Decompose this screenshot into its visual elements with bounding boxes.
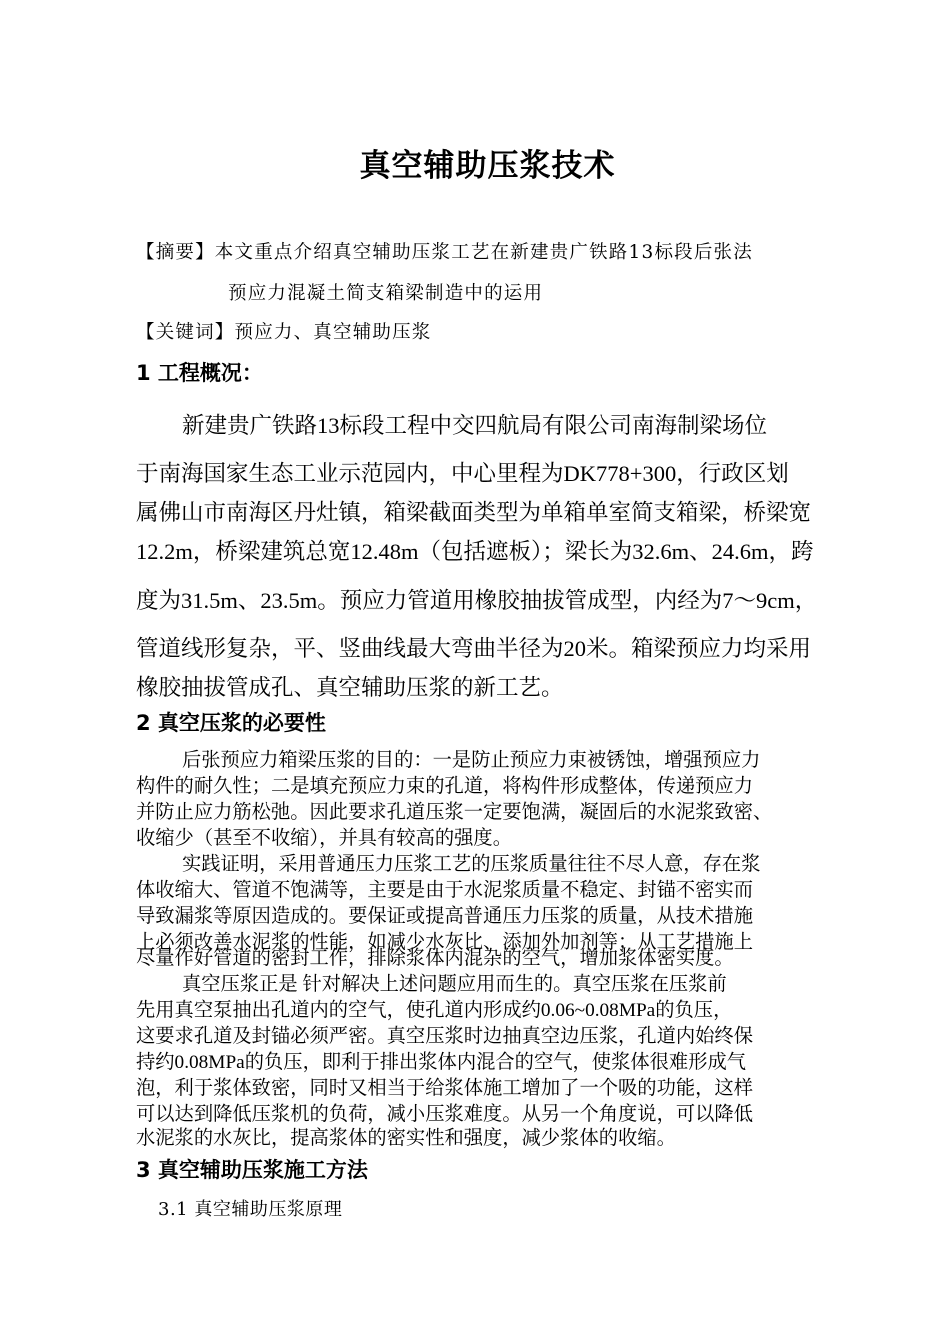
paragraph-line: 度为31.5m、23.5m。预应力管道用橡胶抽拔管成型，内经为7～9cm， (136, 588, 818, 613)
section-3-heading: 3 真空辅助压浆施工方法 (136, 1158, 368, 1182)
paragraph-line: 于南海国家生态工业示范园内，中心里程为DK778+300，行政区划 (136, 461, 789, 486)
paragraph-line: 真空压浆正是 针对解决上述问题应用而生的。真空压浆在压浆前 (182, 974, 727, 995)
abstract-line-2: 预应力混凝土简支箱梁制造中的运用 (228, 283, 544, 304)
paragraph-line: 这要求孔道及封锚必须严密。真空压浆时边抽真空边压浆，孔道内始终保 (136, 1026, 753, 1047)
paragraph-line: 属佛山市南海区丹灶镇，箱梁截面类型为单箱单室简支箱梁，桥梁宽 (136, 500, 812, 525)
paragraph-line: 后张预应力箱梁压浆的目的：一是防止预应力束被锈蚀，增强预应力 (182, 750, 761, 771)
paragraph-line: 水泥浆的水灰比，提高浆体的密实性和强度，减少浆体的收缩。 (136, 1128, 676, 1149)
paragraph-line: 收缩少（甚至不收缩），并具有较高的强度。 (136, 828, 512, 849)
paragraph-line: 体收缩大、管道不饱满等，主要是由于水泥浆质量不稳定、封锚不密实而 (136, 880, 753, 901)
paragraph-line: 新建贵广铁路13标段工程中交四航局有限公司南海制梁场位 (182, 413, 768, 438)
document-title: 真空辅助压浆技术 (359, 148, 616, 184)
paragraph-line: 泡，利于浆体致密，同时又相当于给浆体施工增加了一个吸的功能，这样 (136, 1078, 753, 1099)
paragraph-line: 先用真空泵抽出孔道内的空气，使孔道内形成约0.06~0.08MPa的负压， (136, 1000, 733, 1021)
paragraph-line: 持约0.08MPa的负压，即利于排出浆体内混合的空气，使浆体很难形成气 (136, 1052, 747, 1073)
section-1-heading: 1 工程概况： (136, 361, 263, 385)
paragraph-line: 尽量作好管道的密封工作，排除浆体内混杂的空气，增加浆体密实度。 (136, 948, 734, 969)
paragraph-line: 导致漏浆等原因造成的。要保证或提高普通压力压浆的质量，从技术措施 (136, 906, 753, 927)
paragraph-line: 可以达到降低压浆机的负荷，减小压浆难度。从另一个角度说，可以降低 (136, 1104, 753, 1125)
paragraph-line: 实践证明，采用普通压力压浆工艺的压浆质量往往不尽人意，存在浆 (182, 854, 761, 875)
section-2-heading: 2 真空压浆的必要性 (136, 711, 326, 735)
subsection-heading: 3.1 真空辅助压浆原理 (158, 1199, 343, 1220)
paragraph-line: 12.2m，桥梁建筑总宽12.48m（包括遮板）；梁长为32.6m、24.6m，跨 (136, 539, 814, 564)
keywords: 【关键词】预应力、真空辅助压浆 (136, 322, 432, 343)
paragraph-line: 管道线形复杂，平、竖曲线最大弯曲半径为20米。箱梁预应力均采用 (136, 636, 812, 661)
paragraph-line: 上必须改善水泥浆的性能，如减少水灰比、添加外加剂等；从工艺措施上 (136, 932, 753, 953)
paragraph-line: 并防止应力筋松弛。因此要求孔道压浆一定要饱满，凝固后的水泥浆致密、 (136, 802, 773, 823)
paragraph-line: 橡胶抽拔管成孔、真空辅助压浆的新工艺。 (136, 675, 564, 700)
abstract-line-1: 【摘要】本文重点介绍真空辅助压浆工艺在新建贵广铁路13标段后张法 (136, 242, 753, 263)
paragraph-line: 构件的耐久性；二是填充预应力束的孔道，将构件形成整体，传递预应力 (136, 776, 753, 797)
